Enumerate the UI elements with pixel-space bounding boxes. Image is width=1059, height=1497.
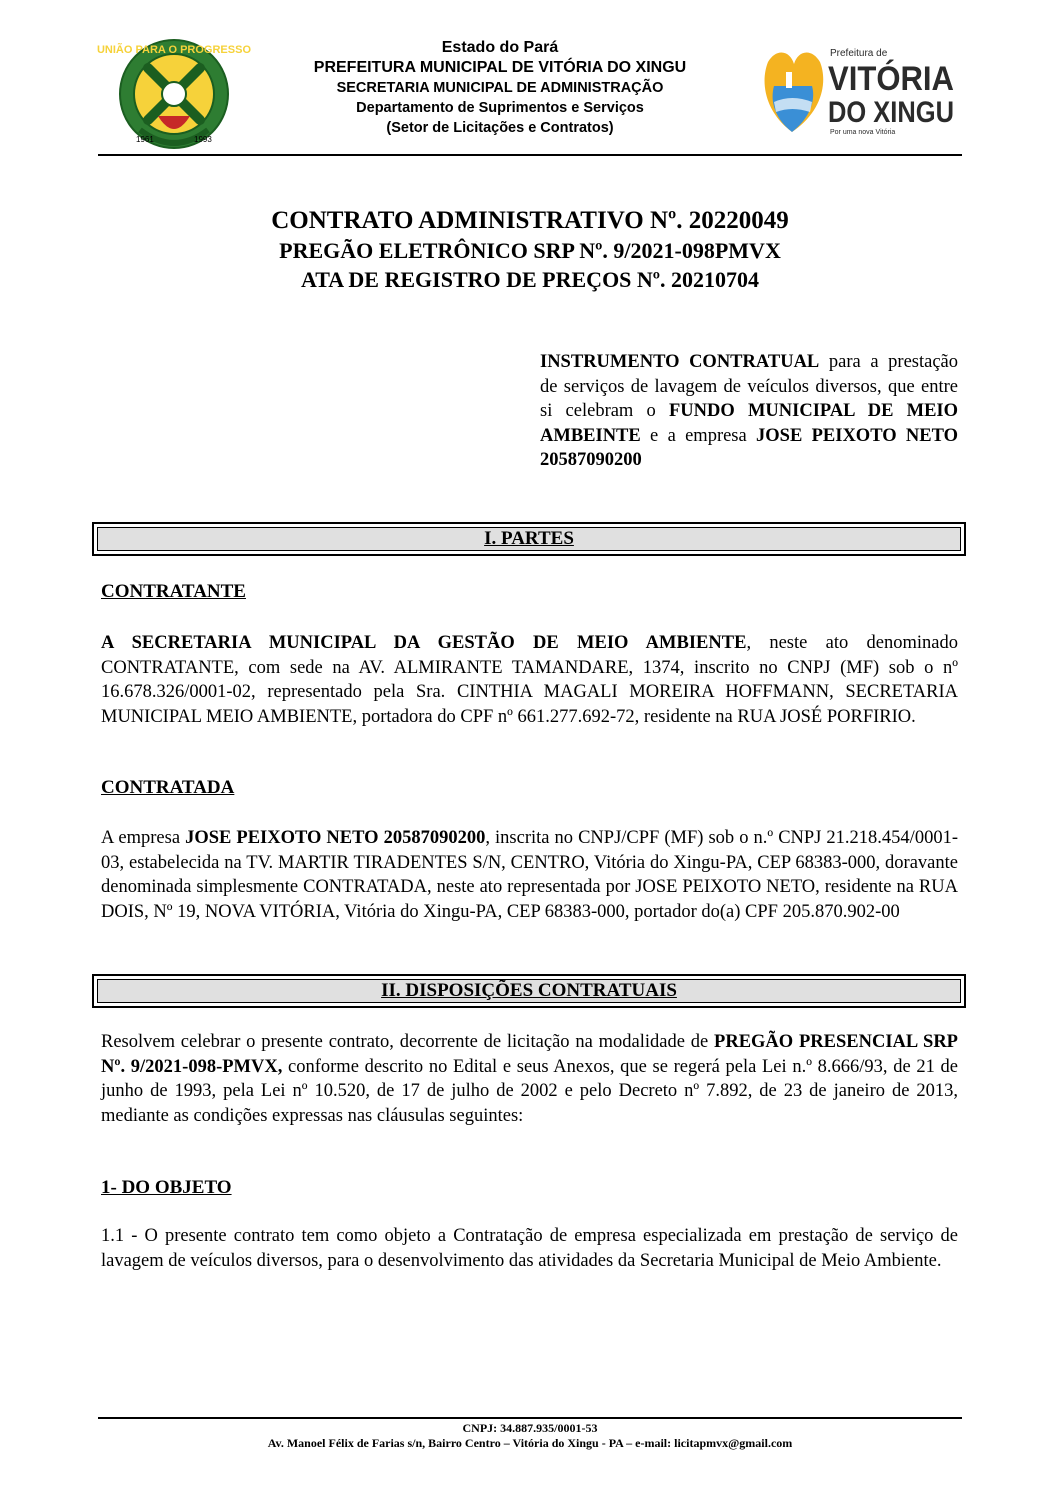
sector-name: (Setor de Licitações e Contratos) [386,120,614,136]
header-divider [98,154,962,156]
disposicoes-paragraph [101,1030,958,1128]
secretaria-name: SECRETARIA MUNICIPAL DE ADMINISTRAÇÃO [336,80,664,96]
letterhead [240,38,760,138]
section-partes-label: I. PARTES [484,528,574,549]
logo-line-do-xingu: DO XINGU [828,96,954,129]
instrument-bold-1: INSTRUMENTO CONTRATUAL [540,352,820,372]
logo-tagline: Por uma nova Vitória [830,129,896,136]
logo-small-text: Prefeitura de [830,48,888,59]
disposicoes-bold: PREGÃO PRESENCIAL SRP Nº. 9/2021-098-PMVX, [101,1032,958,1077]
contratada-bold: JOSE PEIXOTO NETO 20587090200 [185,828,486,848]
contratada-paragraph [101,826,958,924]
contratada-heading: CONTRATADA [101,777,235,798]
pregao-title: PREGÃO ELETRÔNICO SRP Nº. 9/2021-098PMVX [279,238,781,263]
footer-address: Av. Manoel Félix de Farias s/n, Bairro Centro – Vitória do Xingu - PA – e-mail: licitapmvx@gmail.com [267,1436,793,1450]
objeto-paragraph: 1.1 - O presente contrato tem como objeto a Contratação de empresa especializada em prestação de serviço de lavagem de veículos diversos, para o desenvolvimento das atividades da Secretaria Municipal de Meio Ambiente. [101,1226,958,1271]
contract-title: CONTRATO ADMINISTRATIVO Nº. 20220049 [271,207,789,234]
objeto-heading: 1- DO OBJETO [101,1177,232,1198]
contratante-heading: CONTRATANTE [101,581,246,602]
ata-title: ATA DE REGISTRO DE PREÇOS Nº. 20210704 [300,267,760,292]
contratada-text-1: A empresa [101,828,186,848]
logo-motto-text: UNIÃO PARA O PROGRESSO [96,44,252,56]
footer-cnpj: CNPJ: 34.887.935/0001-53 [462,1421,598,1435]
municipal-coat-of-arms-logo [96,38,252,150]
footer-divider [98,1417,962,1419]
logo-year-left: 1961 [136,135,154,144]
instrument-bold-2: FUNDO MUNICIPAL DE MEIO AMBEINTE [540,401,958,446]
instrument-text-2: e a empresa [640,425,757,446]
logo-year-right: 1993 [194,135,212,144]
disposicoes-text-1: Resolvem celebrar o presente contrato, decorrente de licitação na modalidade de [101,1032,715,1052]
contratante-paragraph [101,631,958,729]
section-disposicoes-label: II. DISPOSIÇÕES CONTRATUAIS [381,980,677,1001]
logo-line-vitoria: VITÓRIA [828,60,954,98]
prefeitura-name: PREFEITURA MUNICIPAL DE VITÓRIA DO XINGU [313,59,687,76]
section-partes-box [92,522,966,556]
instrument-bold-3: JOSE PEIXOTO NETO 20587090200 [540,425,958,470]
disposicoes-text-2: conforme descrito no Edital e seus Anexos, que se regerá pela Lei n.º 8.666/93, de 21 de junho de 1993, pela Lei nº 10.520, de 17 de julho de 2002 e pelo Decreto nº 7.892, de 23 de janeiro de 2013, mediante as condições expressas nas cláusulas seguintes: [101,1056,958,1126]
section-disposicoes-box [92,974,966,1008]
contratada-text-2: , inscrita no CNPJ/CPF (MF) sob o n.º CNPJ 21.218.454/0001-03, estabelecida na TV. MARTIR TIRADENTES S/N, CENTRO, Vitória do Xingu-PA, CEP 68383-000, doravante denominada simplesmente CONTRATADA, neste ato representada por JOSE PEIXOTO NETO, residente na RUA DOIS, Nº 19, NOVA VITÓRIA, Vitória do Xingu-PA, CEP 68383-000, portador do(a) CPF 205.870.902-00 [101,828,958,922]
contratante-bold: A SECRETARIA MUNICIPAL DA GESTÃO DE MEIO AMBIENTE [101,633,747,653]
city-brand-logo [760,42,960,138]
department-name: Departamento de Suprimentos e Serviços [356,100,644,116]
instrument-text-1: para a prestação de serviços de lavagem de veículos diversos, que entre si celebram o [540,352,958,421]
instrument-summary [540,350,958,473]
page-footer [98,1421,962,1451]
document-titles [98,206,962,294]
state-name: Estado do Pará [441,39,559,56]
contratante-text: , neste ato denominado CONTRATANTE, com sede na AV. ALMIRANTE TAMANDARE, 1374, inscrito no CNPJ (MF) sob o nº 16.678.326/0001-02, representado pela Sra. CINTHIA MAGALI MOREIRA HOFFMANN, SECRETARIA MUNICIPAL MEIO AMBIENTE, portadora do CPF nº 661.277.692-72, residente na RUA JOSÉ PORFIRIO. [101,633,958,727]
